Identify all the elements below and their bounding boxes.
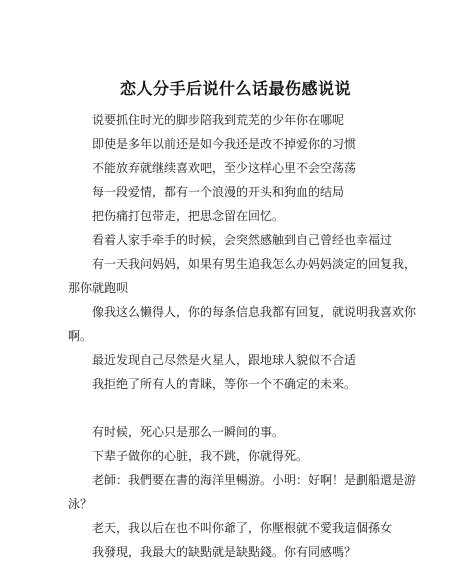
paragraph-spacer <box>68 396 418 420</box>
paragraph: 最近发现自己尽然是火星人，跟地球人貌似不合适 <box>92 353 357 367</box>
paragraph: 像我这么懒得人，你的每条信息我都有回复，就说明我喜欢你啊。 <box>68 305 417 343</box>
paragraph: 下辈子做你的心脏，我不跳，你就得死。 <box>92 449 309 463</box>
paragraph: 有时候，死心只是那么一瞬间的事。 <box>92 425 285 439</box>
paragraph: 不能放弃就继续喜欢吧，至少这样心里不会空荡荡 <box>92 161 357 175</box>
paragraph: 老天，我以后在也不叫你爺了，你壓根就不愛我這個孫女 <box>92 521 393 535</box>
paragraph: 把伤痛打包带走，把思念留在回忆。 <box>92 209 285 223</box>
paragraph: 老師：我們要在書的海洋里暢游。小明：好啊！是劃船還是游泳？ <box>68 473 417 511</box>
document-title: 恋人分手后说什么话最伤感说说 <box>119 79 351 98</box>
paragraph: 我拒绝了所有人的青睐，等你一个不确定的未来。 <box>92 377 357 391</box>
paragraph: 有一天我问妈妈，如果有男生追我怎么办妈妈淡定的回复我，那你就跑呗 <box>68 257 417 295</box>
paragraph: 即使是多年以前还是如今我还是改不掉爱你的习惯 <box>92 137 357 151</box>
paragraph: 看着人家手牵手的时候，会突然感触到自己曾经也幸福过 <box>92 233 393 247</box>
paragraph: 我發現，我最大的缺點就是缺點錢。你有同感嗎？ <box>92 545 357 559</box>
paragraph: 说要抓住时光的脚步陪我到荒芜的少年你在哪呢 <box>92 113 345 127</box>
paragraph: 每一段爱情，都有一个浪漫的开头和狗血的结局 <box>92 185 345 199</box>
document-body <box>68 108 418 564</box>
